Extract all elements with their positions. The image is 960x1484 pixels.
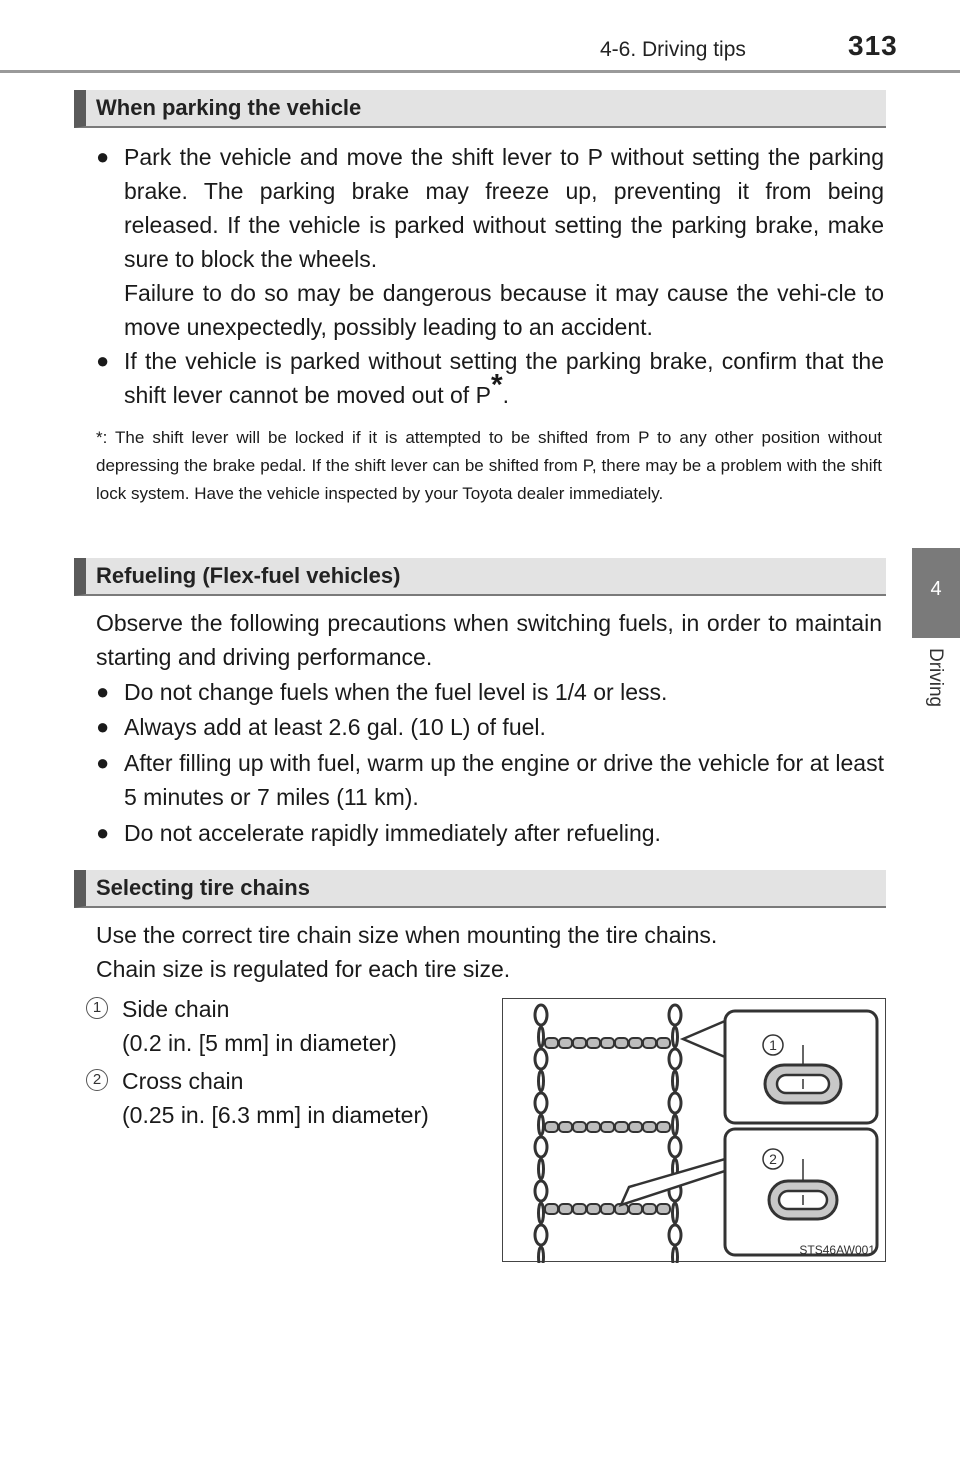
chain-link: [615, 1038, 628, 1048]
chain-link: [669, 1137, 681, 1157]
chain-link: [629, 1204, 642, 1214]
chain-link: [673, 1203, 678, 1223]
chain-link: [643, 1038, 656, 1048]
chain-link: [669, 1225, 681, 1245]
section-heading-parking: [74, 90, 886, 128]
chain-link: [539, 1159, 544, 1179]
section-title: Refueling (Flex-fuel vehicles): [96, 563, 401, 588]
chain-link: [669, 1093, 681, 1113]
chain-link: [657, 1122, 670, 1132]
list-item: [96, 816, 884, 850]
section-heading-refueling: [74, 558, 886, 596]
chapter-label-text: Driving: [925, 648, 946, 708]
bullet-text: Park the vehicle and move the shift lever to P without setting the parking brake. The parking brake may freeze up, preventing it from being released. If the vehicle is parked without setting the parking brake, make sure to block the wheels.: [124, 144, 884, 272]
item-name: Cross chain: [122, 1068, 244, 1094]
chain-link: [535, 1005, 547, 1025]
bullet-text: Always add at least 2.6 gal. (10 L) of fuel.: [124, 714, 546, 740]
section-heading-tire-chains: [74, 870, 886, 908]
bullet-text: After filling up with fuel, warm up the engine or drive the vehicle for at least 5 minutes or 7 miles (11 km).: [124, 750, 884, 810]
chain-link: [545, 1122, 558, 1132]
bullet-text: Do not accelerate rapidly immediately after refueling.: [124, 820, 661, 846]
bullet-icon: ●: [96, 144, 110, 169]
bullet-icon: ●: [96, 820, 110, 845]
bullet-icon: ●: [96, 714, 110, 739]
chain-link: [673, 1027, 678, 1047]
chain-link: [559, 1122, 572, 1132]
section-title: Selecting tire chains: [96, 875, 310, 900]
chain-link: [673, 1247, 678, 1263]
chain-link: [539, 1203, 544, 1223]
bullet-text-end: .: [502, 382, 510, 408]
chain-link: [535, 1181, 547, 1201]
chain-link: [587, 1038, 600, 1048]
bullet-icon: ●: [96, 679, 110, 704]
item-number-1: 1: [86, 997, 108, 1019]
figure-code: STS46AW001: [799, 1243, 875, 1257]
chapter-label: [916, 648, 956, 738]
chain-link: [629, 1038, 642, 1048]
callout-label-1: 1: [769, 1037, 777, 1053]
item-detail: (0.2 in. [5 mm] in diameter): [122, 1030, 397, 1056]
footnote-marker: *: [490, 368, 503, 402]
chapter-tab: [912, 548, 960, 638]
list-item: [96, 344, 884, 412]
chain-link: [539, 1115, 544, 1135]
chain-link: [535, 1137, 547, 1157]
chain-link: [615, 1122, 628, 1132]
tire-chain-illustration: [503, 999, 887, 1263]
chain-link: [539, 1071, 544, 1091]
chain-link: [545, 1204, 558, 1214]
refueling-intro: Observe the following precautions when switching fuels, in order to maintain starting and driving performance.: [96, 610, 882, 670]
chain-link: [535, 1093, 547, 1113]
chain-link: [643, 1122, 656, 1132]
item-number-2: 2: [86, 1069, 108, 1091]
section-path: 4-6. Driving tips: [600, 38, 746, 61]
item-detail: (0.25 in. [6.3 mm] in diameter): [122, 1102, 429, 1128]
list-item: [96, 675, 884, 709]
bullet-icon: ●: [96, 750, 110, 775]
list-item: [96, 140, 884, 344]
list-item: [96, 710, 884, 744]
list-item: [96, 746, 884, 814]
chain-link: [601, 1122, 614, 1132]
chain-link: [673, 1071, 678, 1091]
callout-label-2: 2: [769, 1151, 777, 1167]
chain-link: [629, 1122, 642, 1132]
chain-link: [643, 1204, 656, 1214]
chain-link: [573, 1038, 586, 1048]
chain-link: [587, 1204, 600, 1214]
chain-link: [539, 1247, 544, 1263]
tire-chain-line-2: Chain size is regulated for each tire size.: [96, 956, 511, 982]
chain-link: [535, 1225, 547, 1245]
item-cross-chain: [122, 1064, 429, 1132]
chain-link: [673, 1115, 678, 1135]
chapter-number: 4: [930, 578, 942, 600]
bullet-text: If the vehicle is parked without setting the parking brake, confirm that the shift lever cannot be moved out of P: [124, 348, 884, 408]
chain-link: [669, 1049, 681, 1069]
bullet-text-continued: Failure to do so may be dangerous because it may cause the vehi-cle to move unexpectedly, possibly leading to an accident.: [124, 280, 884, 340]
chain-link: [539, 1027, 544, 1047]
item-side-chain: [122, 992, 397, 1060]
bullet-text: Do not change fuels when the fuel level is 1/4 or less.: [124, 679, 668, 705]
chain-link: [545, 1038, 558, 1048]
chain-link: [657, 1204, 670, 1214]
chain-link: [559, 1038, 572, 1048]
section-title: When parking the vehicle: [96, 95, 362, 120]
bullet-icon: ●: [96, 348, 110, 373]
chain-link: [573, 1122, 586, 1132]
tire-chain-line-1: Use the correct tire chain size when mounting the tire chains.: [96, 922, 718, 948]
footnote: *: The shift lever will be locked if it is attempted to be shifted from P to any other position without depressing the brake pedal. If the shift lever can be shifted from P, there may be a problem with the shift lock system. Have the vehicle inspected by your Toyota dealer immediately.: [96, 428, 882, 503]
chain-link: [657, 1038, 670, 1048]
chain-link: [587, 1122, 600, 1132]
page-number: 313: [848, 30, 898, 61]
chain-link: [601, 1038, 614, 1048]
header-rule: [0, 70, 960, 73]
chain-link: [669, 1005, 681, 1025]
chain-link: [535, 1049, 547, 1069]
chain-link: [559, 1204, 572, 1214]
chain-link: [573, 1204, 586, 1214]
item-name: Side chain: [122, 996, 230, 1022]
tire-chain-figure: [502, 998, 886, 1262]
chain-link: [601, 1204, 614, 1214]
